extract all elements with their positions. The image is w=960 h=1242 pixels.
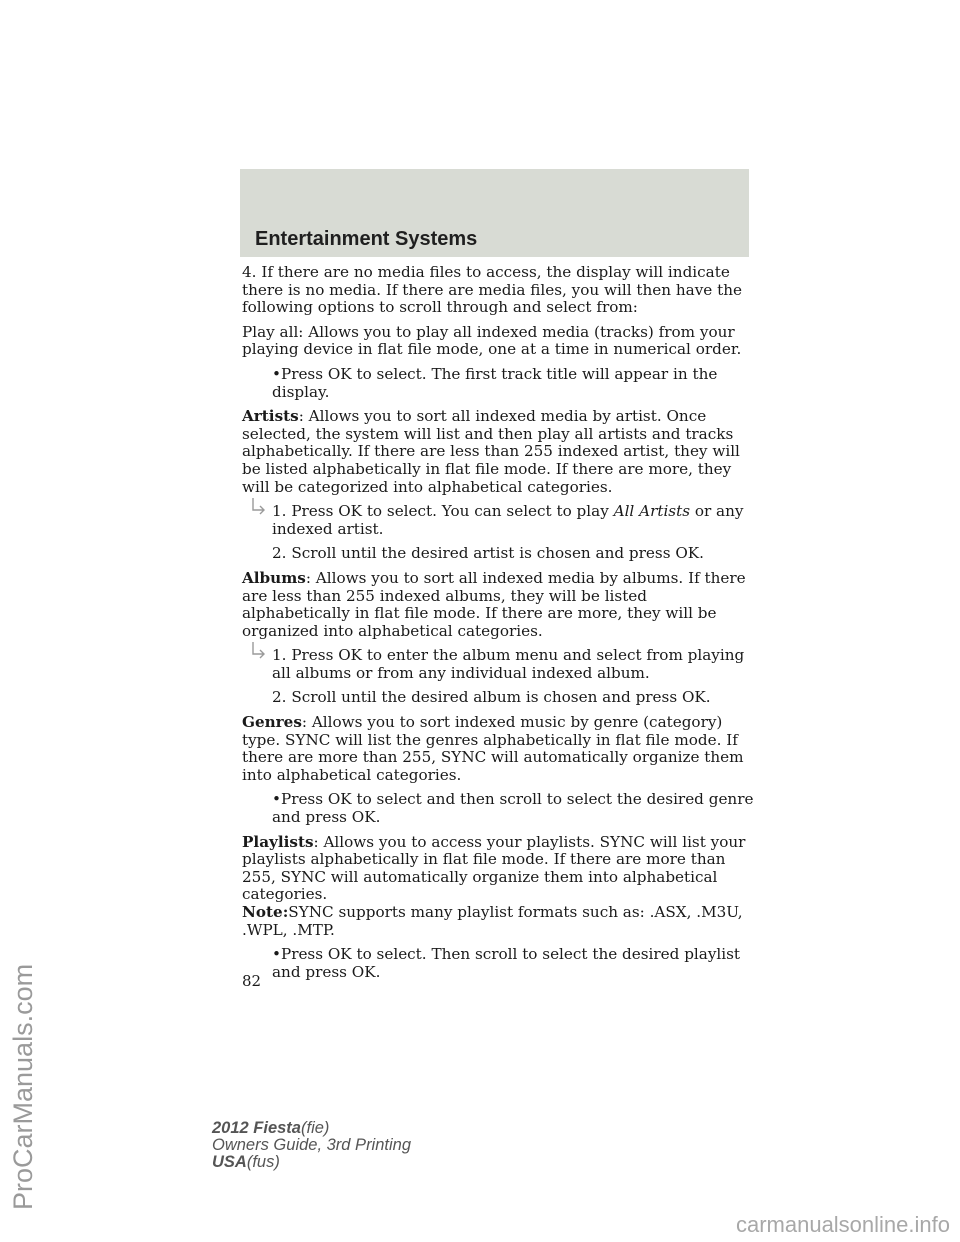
section-title: Entertainment Systems bbox=[255, 228, 478, 250]
tip-pointer-icon bbox=[250, 641, 266, 661]
paragraph-artists: Artists: Allows you to sort all indexed media by artist. Once selected, the system will list and then play all artists and tracks alphabetically. If there are less than 255 indexed artist, they will be listed alphabetically in flat file mode. If there are more, they will be categorized into alphabetical categories. bbox=[242, 407, 740, 496]
bullet-playlists bbox=[272, 946, 754, 981]
term-albums: Albums bbox=[242, 568, 306, 587]
paragraph-note: Note:SYNC supports many playlist formats such as: .ASX, .M3U, .WPL, .MTP. bbox=[242, 903, 743, 939]
bullet-text: Press OK to select. Then scroll to select the desired playlist and press OK. bbox=[272, 945, 741, 981]
paragraph-media-options: 4. If there are no media files to access, the display will indicate there is no media. If there are media files, you will then have the following options to scroll through and select from: bbox=[242, 263, 742, 317]
step-artists-1: 1. Press OK to select. You can select to play All Artists or any indexed artist. bbox=[272, 503, 754, 538]
paragraph-play-all: Play all: Allows you to play all indexed media (tracks) from your playing device in flat file mode, one at a time in numerical order. bbox=[242, 322, 742, 359]
bullet-glyph: • bbox=[272, 364, 281, 383]
footer-market-line: USA(fus) bbox=[212, 1153, 280, 1171]
footer-guide-line: Owners Guide, 3rd Printing bbox=[212, 1136, 412, 1154]
bullet-text: Press OK to select and then scroll to select the desired genre and press OK. bbox=[272, 790, 754, 827]
section-header-band bbox=[240, 169, 749, 257]
term-genres: Genres bbox=[242, 713, 302, 732]
watermark-procarmanuals: ProCarManuals.com bbox=[8, 963, 38, 1210]
bullet-play-all bbox=[272, 366, 754, 401]
page-number: 82 bbox=[242, 972, 262, 990]
tip-pointer-icon bbox=[250, 497, 266, 517]
bullet-glyph: • bbox=[272, 945, 281, 964]
paragraph-playlists: Playlists: Allows you to access your playlists. SYNC will list your playlists alphabetically in flat file mode. If there are more than 255, SYNC will automatically organize them into alphabetical categories. bbox=[242, 832, 746, 904]
document-footer bbox=[212, 1120, 411, 1171]
footer-model-line: 2012 Fiesta(fie) bbox=[212, 1119, 330, 1137]
all-artists-emphasis: All Artists bbox=[613, 502, 690, 521]
paragraph-genres: Genres: Allows you to sort indexed music by genre (category) type. SYNC will list the genres alphabetically in flat file mode. If there are more than 255, SYNC will automatically organize them into alphabetical categories. bbox=[242, 713, 744, 784]
step-albums-2: 2. Scroll until the desired album is chosen and press OK. bbox=[272, 688, 711, 707]
term-artists: Artists bbox=[242, 407, 299, 426]
watermark-carmanualsonline: carmanualsonline.info bbox=[735, 1212, 950, 1237]
bullet-glyph: • bbox=[272, 790, 281, 809]
term-playlists: Playlists bbox=[242, 832, 314, 851]
bullet-genres bbox=[272, 791, 754, 826]
step-albums-1: 1. Press OK to enter the album menu and select from playing all albums or from any individual indexed album. bbox=[272, 647, 754, 682]
bullet-text: Press OK to select. The first track title will appear in the display. bbox=[272, 364, 718, 401]
page-content bbox=[242, 264, 754, 988]
term-note: Note: bbox=[242, 903, 289, 921]
step-artists-2: 2. Scroll until the desired artist is chosen and press OK. bbox=[272, 544, 704, 563]
paragraph-albums: Albums: Allows you to sort all indexed media by albums. If there are less than 255 indexed albums, they will be listed alphabetically in flat file mode. If there are more, they will be organized into alphabetical categories. bbox=[242, 568, 746, 640]
